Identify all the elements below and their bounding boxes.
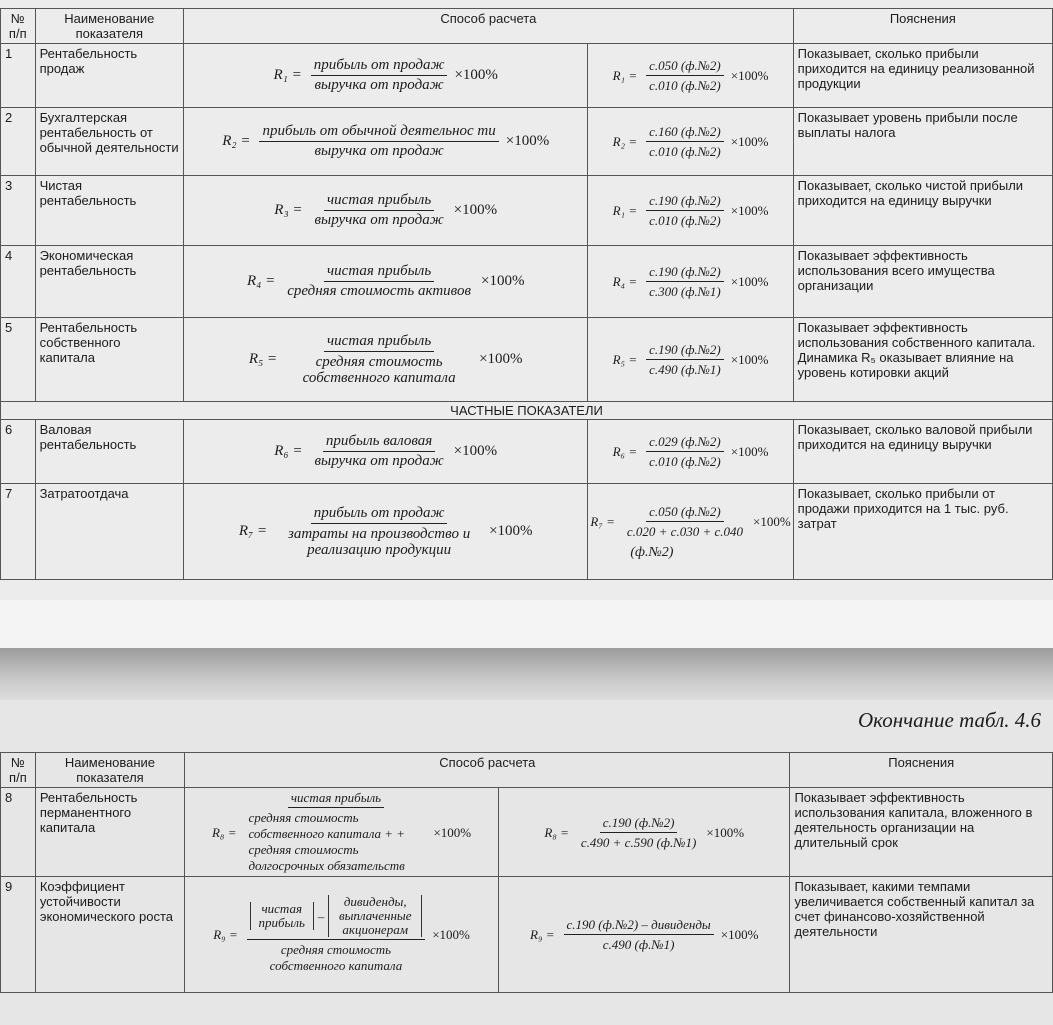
formula-denominator: с.020 + с.030 + с.040 [626, 523, 743, 539]
formula-multiplier: ×100% [730, 134, 769, 149]
formula-note: (ф.№2) [630, 544, 674, 560]
formula-numerator: с.190 (ф.№2) – дивиденды [564, 917, 714, 935]
formula-numerator: с.050 (ф.№2) [646, 58, 724, 76]
section-title: ЧАСТНЫЕ ПОКАЗАТЕЛИ [1, 402, 1053, 420]
formula-minus: – [317, 908, 325, 924]
formula-report-lines [588, 108, 793, 176]
formula-numerator: с.190 (ф.№2) [600, 815, 678, 833]
formula-general [184, 484, 588, 580]
row-explanation: Показывает, сколько прибыли от продажи приходится на 1 тыс. руб. затрат [793, 484, 1052, 580]
formula-lhs: R₈ = [211, 824, 237, 840]
formula-multiplier: ×100% [489, 523, 533, 539]
formula-lhs: R₆ = [274, 443, 303, 459]
page-fold-shadow [0, 648, 1053, 700]
formula-multiplier: ×100% [505, 133, 550, 149]
table-row [1, 246, 1053, 318]
table-row [1, 176, 1053, 246]
formula-numerator: с.050 (ф.№2) [646, 504, 724, 522]
formula-denominator: с.010 (ф.№2) [649, 78, 721, 93]
formula-denominator: с.490 + с.590 (ф.№1) [580, 834, 697, 850]
row-explanation: Показывает эффективность использования всего имущества организации [793, 246, 1052, 318]
formula-numerator: чистая прибыль [324, 334, 434, 352]
formula-general [185, 788, 499, 877]
indicators-table-bottom [0, 752, 1053, 993]
formula-lhs: R₄ = [612, 274, 638, 289]
formula-multiplier: ×100% [480, 273, 525, 289]
formula-lhs: R₆ = [612, 444, 638, 459]
formula-general [184, 318, 588, 402]
col-num-header: № п/п [1, 9, 36, 44]
row-name: Экономическая рентабельность [35, 246, 183, 318]
row-explanation: Показывает, сколько прибыли приходится на единицу реализованной продукции [793, 44, 1052, 108]
formula-denominator: выручка от продаж [314, 143, 444, 159]
formula-multiplier: ×100% [730, 203, 769, 218]
formula-general [184, 108, 588, 176]
row-name: Затратоотдача [35, 484, 183, 580]
formula-denominator: с.010 (ф.№2) [649, 144, 721, 159]
formula-numerator: с.190 (ф.№2) [646, 342, 724, 360]
row-num: 2 [1, 108, 36, 176]
formula-general [184, 420, 588, 484]
header-row [1, 9, 1053, 44]
col-method-header: Способ расчета [185, 753, 790, 788]
col-explanation-header: Пояснения [790, 753, 1053, 788]
formula-report-lines [588, 246, 793, 318]
formula-numerator: с.190 (ф.№2) [646, 193, 724, 211]
formula-general [184, 176, 588, 246]
formula-denominator: выручка от продаж [314, 212, 444, 228]
formula-denominator: выручка от продаж [314, 453, 444, 469]
formula-multiplier: ×100% [453, 443, 498, 459]
col-name-header: Наименование показателя [35, 9, 183, 44]
formula-denominator: средняя стоимость собственного капитала [302, 353, 456, 386]
formula-general [184, 246, 588, 318]
row-name: Валовая рентабельность [35, 420, 183, 484]
formula-multiplier: ×100% [730, 68, 769, 83]
table-row [1, 877, 1053, 993]
formula-numerator: с.160 (ф.№2) [646, 124, 724, 142]
col-name-header: Наименование показателя [35, 753, 184, 788]
formula-report-lines [588, 318, 793, 402]
row-explanation: Показывает эффективность использования собственного капитала. Динамика R₅ оказывает влияние на уровень котировки акций [793, 318, 1052, 402]
row-num: 5 [1, 318, 36, 402]
formula-denominator: выручка от продаж [314, 77, 444, 93]
formula-multiplier: ×100% [706, 824, 745, 840]
row-name: Бухгалтерская рентабельность от обычной деятельности [35, 108, 183, 176]
formula-lhs: R₈ = [544, 824, 569, 840]
formula-report-lines [588, 420, 793, 484]
formula-lhs: R₉ = [530, 927, 555, 942]
col-num-header: № п/п [1, 753, 36, 788]
formula-multiplier: ×100% [730, 444, 769, 459]
formula-lhs: R₁ = [273, 67, 302, 83]
formula-multiplier: ×100% [752, 513, 791, 529]
row-explanation: Показывает, сколько валовой прибыли приходится на единицу выручки [793, 420, 1052, 484]
header-row [1, 753, 1053, 788]
table-row [1, 108, 1053, 176]
col-method-header: Способ расчета [184, 9, 794, 44]
row-explanation: Показывает, сколько чистой прибыли приходится на единицу выручки [793, 176, 1052, 246]
row-explanation: Показывает эффективность использования капитала, вложенного в деятельность организации на длительный срок [790, 788, 1053, 877]
formula-multiplier: ×100% [730, 274, 769, 289]
formula-denominator: с.490 (ф.№1) [649, 362, 721, 377]
formula-report-lines [588, 44, 793, 108]
table-row [1, 420, 1053, 484]
formula-numerator: с.029 (ф.№2) [646, 434, 724, 452]
table-row [1, 788, 1053, 877]
formula-lhs: R₄ = [246, 273, 276, 289]
row-num: 1 [1, 44, 36, 108]
row-name: Рентабельность перманентного капитала [35, 788, 184, 877]
formula-general [184, 44, 588, 108]
table-row [1, 44, 1053, 108]
table-continuation-caption: Окончание табл. 4.6 [858, 708, 1041, 732]
formula-multiplier: ×100% [432, 927, 470, 942]
formula-report-lines [498, 788, 789, 877]
table-row [1, 484, 1053, 580]
formula-denominator: средняя стоимость собственного капитала [269, 942, 403, 973]
formula-numerator: прибыль валовая [323, 434, 435, 452]
formula-general [185, 877, 499, 993]
formula-numerator: прибыль от продаж [311, 58, 448, 76]
formula-lhs: R₅ = [612, 352, 638, 367]
formula-denominator: затраты на производство и реализацию продукции [287, 525, 471, 558]
formula-numerator: чистая прибыль [324, 264, 434, 282]
indicators-table-top [0, 8, 1053, 580]
row-explanation: Показывает уровень прибыли после выплаты налога [793, 108, 1052, 176]
formula-numerator: чистая прибыль [324, 193, 434, 211]
formula-multiplier: ×100% [454, 67, 498, 83]
row-name: Чистая рентабельность [35, 176, 183, 246]
formula-denominator: с.490 (ф.№1) [602, 937, 675, 952]
row-name: Рентабельность продаж [35, 44, 183, 108]
row-num: 4 [1, 246, 36, 318]
formula-lhs: R₁ = [612, 68, 638, 83]
row-num: 9 [1, 877, 36, 993]
formula-denominator: с.300 (ф.№1) [649, 284, 721, 299]
row-name: Коэффициент устойчивости экономического роста [35, 877, 184, 993]
formula-lhs: R₅ = [248, 351, 278, 367]
formula-report-lines [588, 176, 793, 246]
formula-denominator: средняя стоимость собственного капитала + + средняя стоимость долгосрочных обязательств [248, 810, 406, 873]
formula-bracket-dividends: дивиденды, выплаченные акционерам [328, 895, 422, 937]
formula-report-lines [588, 484, 793, 580]
formula-numerator: с.190 (ф.№2) [646, 264, 724, 282]
formula-denominator: средняя стоимость активов [287, 283, 471, 299]
formula-lhs: R₉ = [213, 927, 238, 942]
formula-multiplier: ×100% [479, 351, 523, 367]
row-name: Рентабельность собственного капитала [35, 318, 183, 402]
row-num: 8 [1, 788, 36, 877]
page-gap [0, 600, 1053, 648]
formula-lhs: R₂ = [222, 133, 251, 149]
section-row [1, 402, 1053, 420]
formula-denominator: с.010 (ф.№2) [649, 454, 721, 469]
row-num: 3 [1, 176, 36, 246]
formula-numerator: прибыль от обычной деятельнос ти [259, 124, 498, 142]
formula-numerator: чистая прибыль [288, 790, 384, 808]
formula-lhs: R₇ = [238, 523, 268, 539]
formula-multiplier: ×100% [453, 202, 498, 218]
formula-multiplier: ×100% [730, 352, 769, 367]
row-num: 7 [1, 484, 36, 580]
formula-lhs: R₃ = [274, 202, 303, 218]
formula-lhs: R₁ = [612, 203, 638, 218]
formula-lhs: R₂ = [612, 134, 638, 149]
formula-multiplier: ×100% [720, 927, 759, 942]
row-explanation: Показывает, какими темпами увеличивается собственный капитал за счет финансово-хозяйственной деятельности [790, 877, 1053, 993]
row-num: 6 [1, 420, 36, 484]
formula-lhs: R₇ = [590, 513, 615, 529]
col-explanation-header: Пояснения [793, 9, 1052, 44]
formula-multiplier: ×100% [433, 824, 472, 840]
formula-report-lines [498, 877, 789, 993]
formula-bracket-net-profit: чистая прибыль [250, 902, 314, 930]
formula-denominator: с.010 (ф.№2) [649, 213, 721, 228]
formula-numerator: прибыль от продаж [311, 506, 448, 524]
table-row [1, 318, 1053, 402]
